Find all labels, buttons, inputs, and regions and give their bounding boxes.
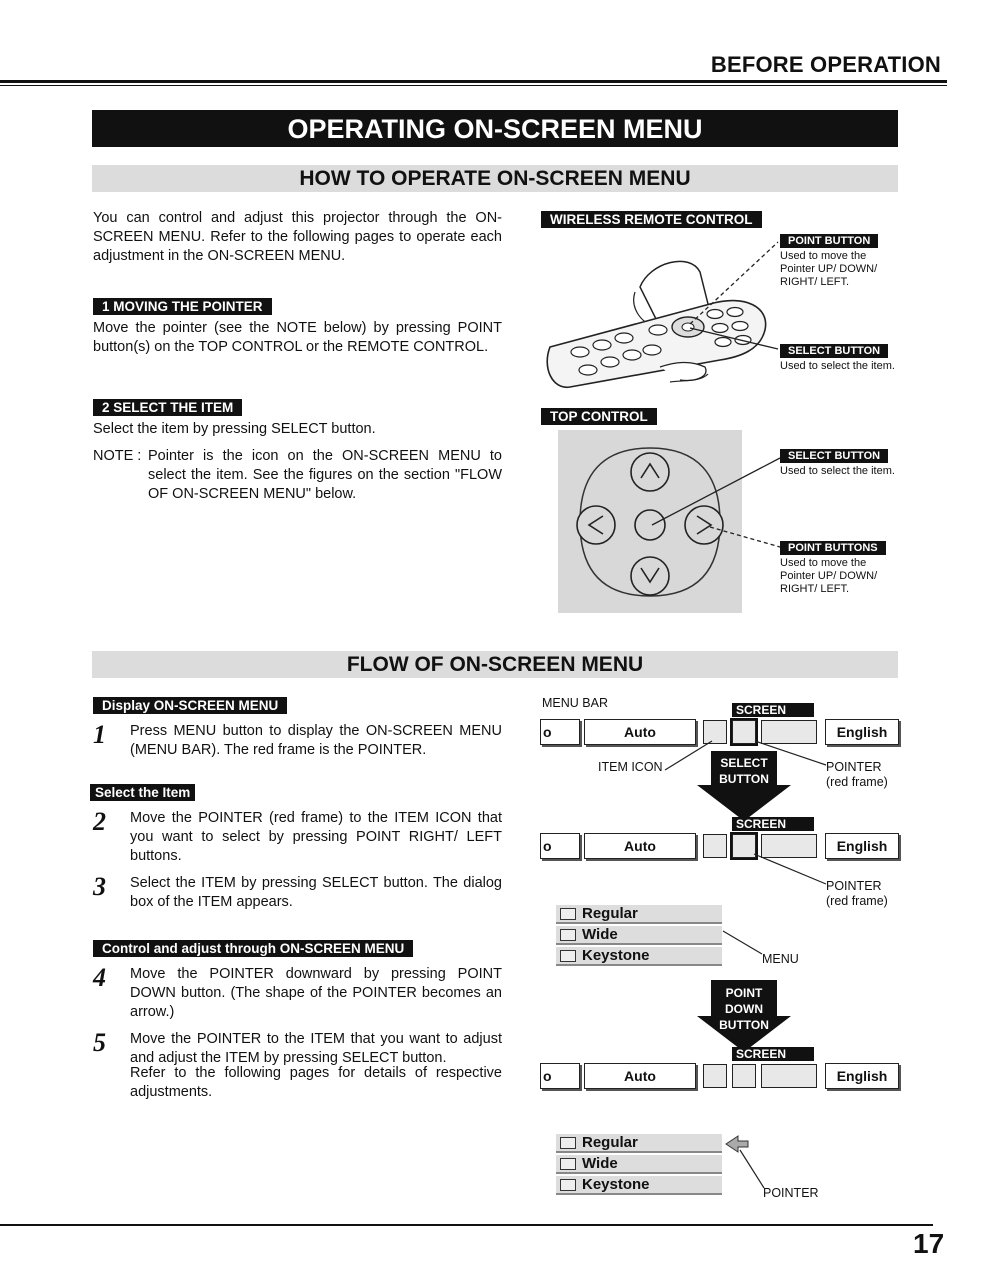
select-button-arrow-label: SELECT BUTTON bbox=[719, 756, 769, 786]
flow-step2-text: Move the POINTER (red frame) to the ITEM ICON that you want to select by pressing POINT RIGHT/ LEFT buttons. bbox=[130, 810, 502, 864]
flow-step4-text: Move the POINTER downward by pressing POINT DOWN button. (The shape of the POINTER becomes an arrow.) bbox=[130, 966, 502, 1020]
keystone-icon bbox=[560, 1179, 576, 1191]
step2-tag: 2 SELECT THE ITEM bbox=[93, 399, 242, 416]
menubar-auto: Auto bbox=[584, 833, 696, 859]
regular-icon bbox=[560, 908, 576, 920]
how-to-heading: HOW TO OPERATE ON-SCREEN MENU bbox=[92, 165, 898, 192]
menu-item-label: Keystone bbox=[582, 947, 650, 964]
menu-item-regular[interactable] bbox=[556, 1134, 722, 1153]
menu-item-keystone[interactable] bbox=[556, 947, 722, 966]
top-select-button-desc: Used to select the item. bbox=[780, 465, 895, 477]
menubar-auto: Auto bbox=[584, 719, 696, 745]
pointer-arrow-icon bbox=[724, 1134, 784, 1194]
step2-text: Select the item by pressing SELECT button. bbox=[93, 421, 376, 437]
item-icon-screen[interactable] bbox=[732, 1064, 756, 1088]
step1-tag: 1 MOVING THE POINTER bbox=[93, 298, 272, 315]
flow-step5-text2: Refer to the following pages for details of respective adjustments. bbox=[130, 1065, 502, 1100]
flow-step3-number: 3 bbox=[93, 872, 106, 901]
remote-point-button-desc: Used to move the Pointer UP/ DOWN/ RIGHT/ LEFT. bbox=[780, 250, 878, 288]
menu-item-wide[interactable] bbox=[556, 1155, 722, 1174]
top-control-tag: TOP CONTROL bbox=[541, 408, 657, 425]
menu-bar-1-leader-lines bbox=[660, 735, 830, 775]
header-rule-thin bbox=[0, 85, 947, 86]
flow-step1-number: 1 bbox=[93, 720, 106, 749]
pointer-red-label-2: POINTER (red frame) bbox=[826, 879, 888, 908]
top-point-buttons-desc: Used to move the Pointer UP/ DOWN/ RIGHT/ LEFT. bbox=[780, 557, 878, 595]
flow-step5-text: Move the POINTER to the ITEM that you want to adjust and adjust the ITEM by pressing SELECT button. bbox=[130, 1031, 502, 1066]
remote-point-button-tag: POINT BUTTON bbox=[780, 234, 878, 248]
note-text: Pointer is the icon on the ON-SCREEN MENU to select the item. See the figures on the section "FLOW OF ON-SCREEN MENU" below. bbox=[148, 448, 502, 502]
item-icon-pc-adjust[interactable] bbox=[703, 834, 727, 858]
footer-rule bbox=[0, 1224, 933, 1226]
flow-step1-text: Press MENU button to display the ON-SCREEN MENU (MENU BAR). The red frame is the POINTER. bbox=[130, 723, 502, 758]
menubar-english: English bbox=[825, 719, 899, 745]
wide-icon bbox=[560, 1158, 576, 1170]
select-tag: Select the Item bbox=[90, 784, 195, 801]
pointer-red-label-1: POINTER (red frame) bbox=[826, 760, 888, 789]
menu-item-label: Wide bbox=[582, 926, 618, 943]
flow-heading: FLOW OF ON-SCREEN MENU bbox=[92, 651, 898, 678]
screen-label: SCREEN bbox=[732, 703, 814, 717]
menu-item-label: Wide bbox=[582, 1155, 618, 1172]
pointer-label: POINTER bbox=[763, 1186, 819, 1200]
flow-step4-number: 4 bbox=[93, 963, 106, 992]
control-tag: Control and adjust through ON-SCREEN MENU bbox=[93, 940, 413, 957]
remote-select-button-tag: SELECT BUTTON bbox=[780, 344, 888, 358]
remote-control-illustration bbox=[540, 232, 780, 397]
intro-paragraph: You can control and adjust this projector through the ON-SCREEN MENU. Refer to the following pages to operate each adjustment in the ON-SCREEN MENU. bbox=[93, 210, 502, 264]
section-header: BEFORE OPERATION bbox=[710, 52, 941, 77]
menubar-left-cut: o bbox=[540, 833, 580, 859]
menubar-english: English bbox=[825, 1063, 899, 1089]
menu-item-keystone[interactable] bbox=[556, 1176, 722, 1195]
display-tag: Display ON-SCREEN MENU bbox=[93, 697, 287, 714]
item-icon-keyboard[interactable] bbox=[761, 1064, 817, 1088]
page-number: 17 bbox=[913, 1228, 945, 1259]
menubar-left-cut: o bbox=[540, 719, 580, 745]
regular-icon bbox=[560, 1137, 576, 1149]
page-title: OPERATING ON-SCREEN MENU bbox=[92, 110, 898, 147]
remote-select-button-desc: Used to select the item. bbox=[780, 360, 895, 372]
menu-label: MENU bbox=[762, 952, 799, 966]
menu-item-wide[interactable] bbox=[556, 926, 722, 945]
menubar-english: English bbox=[825, 833, 899, 859]
top-point-buttons-tag: POINT BUTTONS bbox=[780, 541, 886, 555]
header-rule bbox=[0, 80, 947, 83]
top-select-button-tag: SELECT BUTTON bbox=[780, 449, 888, 463]
flow-step3-text: Select the ITEM by pressing SELECT button. The dialog box of the ITEM appears. bbox=[130, 875, 502, 910]
screen-label: SCREEN bbox=[732, 1047, 814, 1061]
menubar-auto: Auto bbox=[584, 1063, 696, 1089]
item-icon-label: ITEM ICON bbox=[598, 760, 663, 774]
menu-item-label: Regular bbox=[582, 905, 638, 922]
remote-tag: WIRELESS REMOTE CONTROL bbox=[541, 211, 762, 228]
top-control-leader-lines bbox=[640, 455, 782, 555]
menu-item-label: Keystone bbox=[582, 1176, 650, 1193]
flow-step5-number: 5 bbox=[93, 1028, 106, 1057]
point-down-arrow-label: POINT DOWN BUTTON bbox=[719, 986, 769, 1032]
note-label: NOTE : bbox=[93, 448, 142, 464]
flow-step2-number: 2 bbox=[93, 807, 106, 836]
wide-icon bbox=[560, 929, 576, 941]
menu-bar-label: MENU BAR bbox=[542, 696, 608, 710]
menu-bar-2-leader-line bbox=[750, 850, 830, 890]
item-icon-pc-adjust[interactable] bbox=[703, 1064, 727, 1088]
menubar-left-cut: o bbox=[540, 1063, 580, 1089]
keystone-icon bbox=[560, 950, 576, 962]
menu-item-label: Regular bbox=[582, 1134, 638, 1151]
menu-item-regular[interactable] bbox=[556, 905, 722, 924]
menu-leader-line bbox=[720, 928, 765, 958]
step1-text: Move the pointer (see the NOTE below) by pressing POINT button(s) on the TOP CONTROL or the REMOTE CONTROL. bbox=[93, 320, 502, 355]
screen-label: SCREEN bbox=[732, 817, 814, 831]
